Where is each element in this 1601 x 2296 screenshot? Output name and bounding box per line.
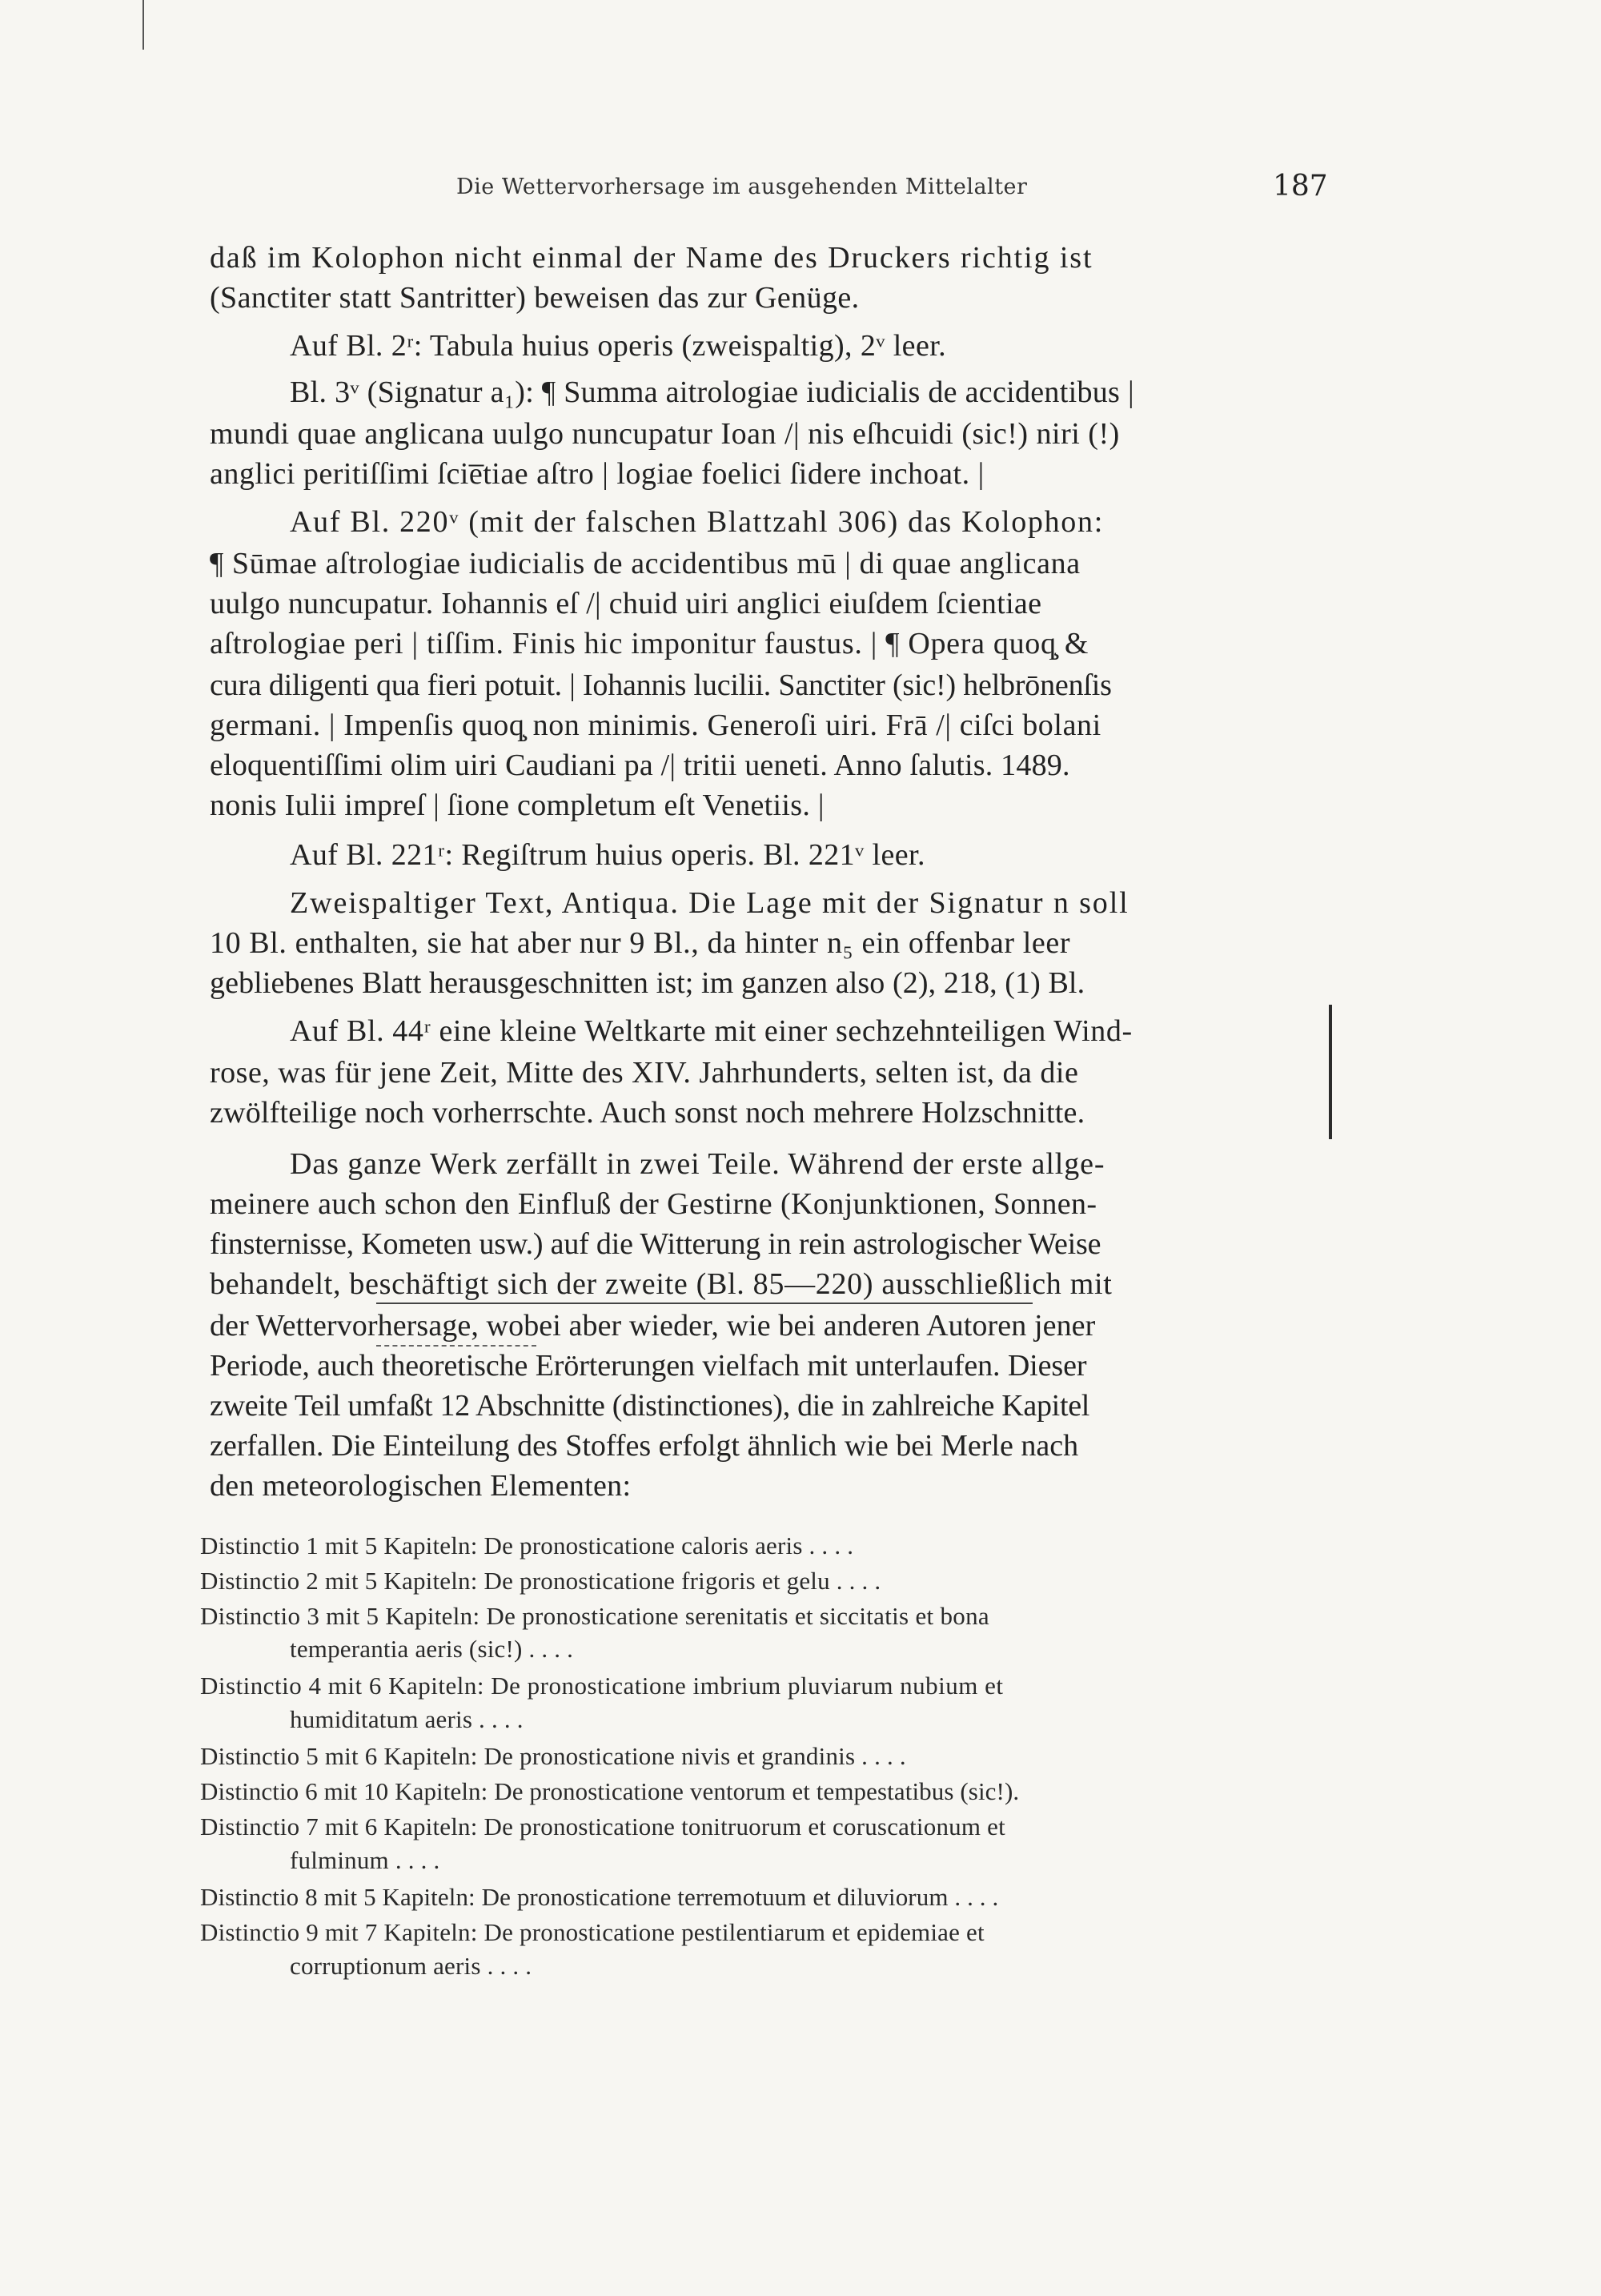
distinctio-line: Distinctio 5 mit 6 Kapiteln: De pronosticatione nivis et grandinis . . . . xyxy=(200,1742,906,1770)
distinctio-line: Distinctio 8 mit 5 Kapiteln: De pronosticatione terremotuum et diluviorum . . . . xyxy=(200,1883,999,1911)
body-line: finsternisse, Kometen usw.) auf die Witterung in rein astrologischer Weise xyxy=(210,1227,1101,1261)
page-number: 187 xyxy=(1273,170,1328,203)
body-line: behandelt, beschäftigt sich der zweite (Bl. 85—220) ausschließlich mit xyxy=(210,1267,1113,1301)
body-line: Zweispaltiger Text, Antiqua. Die Lage mit der Signatur n soll xyxy=(290,886,1130,920)
body-line: germani. | Impenſis quoq̧ non minimis. Generoſi uiri. Frā /| ciſci bolani xyxy=(210,708,1101,742)
body-line: (Sanctiter statt Santritter) beweisen das zur Genüge. xyxy=(210,281,860,315)
body-line: Das ganze Werk zerfällt in zwei Teile. Während der erste allge- xyxy=(290,1147,1105,1181)
body-line: mundi quae anglicana uulgo nuncupatur Ioan /| nis eſhcuidi (sic!) niri (!) xyxy=(210,417,1120,451)
distinctio-line: temperantia aeris (sic!) . . . . xyxy=(290,1635,574,1663)
body-line: Bl. 3ᵛ (Signatur a₁): ¶ Summa aitrologiae iudicialis de accidentibus | xyxy=(290,375,1134,409)
body-line: Periode, auch theoretische Erörterungen vielfach mit unterlaufen. Dieser xyxy=(210,1349,1087,1383)
body-line: ¶ Sūmae aſtrologiae iudicialis de accidentibus mū | di quae anglicana xyxy=(210,547,1081,580)
body-line: der Wettervorhersage, wobei aber wieder, wie bei anderen Autoren jener xyxy=(210,1309,1096,1343)
body-line: Auf Bl. 2ʳ: Tabula huius operis (zweispaltig), 2ᵛ leer. xyxy=(290,329,947,363)
distinctio-line: Distinctio 1 mit 5 Kapiteln: De pronosticatione caloris aeris . . . . xyxy=(200,1531,854,1559)
body-line: Auf Bl. 220ᵛ (mit der falschen Blattzahl 306) das Kolophon: xyxy=(290,505,1104,539)
distinctio-line: corruptionum aeris . . . . xyxy=(290,1952,532,1980)
pencil-underline xyxy=(376,1303,1033,1304)
body-line: gebliebenes Blatt herausgeschnitten ist; im ganzen also (2), 218, (1) Bl. xyxy=(210,966,1085,1000)
body-line: Auf Bl. 221ʳ: Regiſtrum huius operis. Bl. 221ᵛ leer. xyxy=(290,838,925,872)
body-line: aſtrologiae peri | tiſſim. Finis hic imponitur faustus. | ¶ Opera quoq̧ & xyxy=(210,627,1089,660)
body-line: meinere auch schon den Einfluß der Gestirne (Konjunktionen, Sonnen- xyxy=(210,1187,1097,1221)
distinctio-line: humiditatum aeris . . . . xyxy=(290,1705,524,1733)
scan-edge-mark xyxy=(142,0,144,50)
running-title: Die Wettervorhersage im ausgehenden Mittelalter xyxy=(456,175,1028,199)
margin-mark xyxy=(1329,1005,1332,1139)
body-line: zweite Teil umfaßt 12 Abschnitte (distinctiones), die in zahlreiche Kapitel xyxy=(210,1389,1090,1423)
distinctio-line: Distinctio 9 mit 7 Kapiteln: De pronosticatione pestilentiarum et epidemiae et xyxy=(200,1918,985,1946)
distinctio-line: Distinctio 2 mit 5 Kapiteln: De pronosticatione frigoris et gelu . . . . xyxy=(200,1567,881,1595)
body-line: uulgo nuncupatur. Iohannis eſ /| chuid uiri anglici eiuſdem ſcientiae xyxy=(210,587,1042,620)
body-line: Auf Bl. 44ʳ eine kleine Weltkarte mit einer sechzehnteiligen Wind- xyxy=(290,1014,1133,1048)
body-line: nonis Iulii impreſ | ſione completum eſt Venetiis. | xyxy=(210,789,825,822)
distinctio-line: Distinctio 7 mit 6 Kapiteln: De pronosticatione tonitruorum et coruscationum et xyxy=(200,1812,1005,1840)
distinctio-line: Distinctio 3 mit 5 Kapiteln: De pronosticatione serenitatis et siccitatis et bona xyxy=(200,1602,989,1630)
body-line: rose, was für jene Zeit, Mitte des XIV. Jahrhunderts, selten ist, da die xyxy=(210,1056,1079,1090)
distinctio-line: fulminum . . . . xyxy=(290,1846,440,1874)
body-line: anglici peritiſſimi ſcie̅tiae aſtro | logiae foelici ſidere inchoat. | xyxy=(210,457,985,491)
body-line: daß im Kolophon nicht einmal der Name des Druckers richtig ist xyxy=(210,241,1093,275)
body-line: den meteorologischen Elementen: xyxy=(210,1469,632,1503)
body-line: cura diligenti qua fieri potuit. | Iohannis lucilii. Sanctiter (sic!) helbrōnenſis xyxy=(210,668,1112,702)
body-line: zerfallen. Die Einteilung des Stoffes erfolgt ähnlich wie bei Merle nach xyxy=(210,1429,1079,1463)
body-line: zwölfteilige noch vorherrschte. Auch sonst noch mehrere Holzschnitte. xyxy=(210,1096,1085,1130)
body-line: eloquentiſſimi olim uiri Caudiani pa /| tritii ueneti. Anno ſalutis. 1489. xyxy=(210,749,1070,782)
body-line: 10 Bl. enthalten, sie hat aber nur 9 Bl., da hinter n₅ ein offenbar leer xyxy=(210,926,1071,960)
distinctio-line: Distinctio 6 mit 10 Kapiteln: De pronosticatione ventorum et tempestatibus (sic!). xyxy=(200,1777,1020,1805)
pencil-underline-dashed xyxy=(376,1345,536,1347)
distinctio-line: Distinctio 4 mit 6 Kapiteln: De pronosticatione imbrium pluviarum nubium et xyxy=(200,1672,1004,1700)
